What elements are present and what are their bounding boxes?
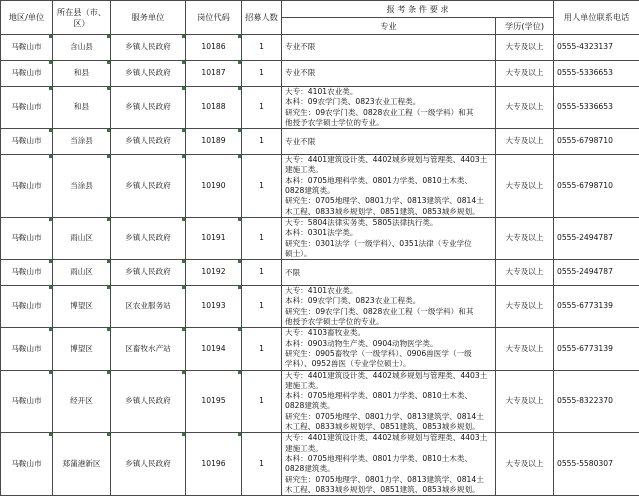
major-line: 本科：0705地理科学类、0801力学类、0810土木类、: [285, 391, 495, 401]
region-cell: [1, 433, 53, 496]
recruit-count-cell: [242, 217, 282, 259]
header-post-code: 岗位代码: [186, 1, 242, 35]
major-line: 研究生：0905畜牧学（一级学科）、0906兽医学（一级: [285, 349, 495, 359]
post-code-cell: [186, 217, 242, 259]
major-cell: [282, 35, 496, 61]
education-cell-text: 大专及以上: [506, 396, 544, 405]
education-cell: [496, 155, 554, 218]
phone-cell: [554, 433, 639, 496]
recruit-count-cell: [242, 286, 282, 328]
header-region: 地区/单位: [1, 1, 53, 35]
major-line: 本科：09农学门类、0823农业工程类。: [285, 97, 495, 107]
education-cell-text: 大专及以上: [506, 68, 544, 77]
major-line: 大专：4401建筑设计类、4402城乡规划与管理类、4403土: [285, 155, 495, 165]
recruit-count-cell: [242, 433, 282, 496]
post-code-cell-text: 10189: [201, 136, 225, 145]
major-cell: [282, 155, 496, 218]
region-cell-text: 马鞍山市: [11, 136, 41, 145]
table-row: [1, 155, 639, 218]
service-unit-cell-text: 乡镇人民政府: [125, 42, 171, 51]
post-code-cell-text: 10196: [201, 459, 225, 468]
header-requirements: 报 考 条 件 要 求: [282, 1, 554, 18]
education-cell-text: 大专及以上: [506, 136, 544, 145]
recruit-count-cell: [242, 260, 282, 286]
post-code-cell-text: 10193: [201, 301, 225, 310]
table-row: [1, 61, 639, 87]
region-cell-text: 马鞍山市: [11, 181, 41, 190]
major-line: 大专：5804法律实务类、5805法律执行类。: [285, 218, 495, 228]
cell-corner-marker: [238, 87, 241, 90]
recruit-count-cell: [242, 155, 282, 218]
service-unit-cell: [111, 370, 186, 433]
region-cell: [1, 155, 53, 218]
post-code-cell-text: 10194: [201, 344, 225, 353]
post-code-cell-text: 10188: [201, 102, 225, 111]
cell-corner-marker: [238, 260, 241, 263]
county-cell-text: 和县: [74, 102, 89, 111]
table-row: [1, 129, 639, 155]
phone-cell-text: 0555-6773139: [557, 344, 613, 353]
county-cell: [53, 155, 111, 218]
region-cell-text: 马鞍山市: [11, 68, 41, 77]
cell-corner-marker: [238, 35, 241, 38]
cell-corner-marker: [238, 218, 241, 221]
county-cell: [53, 61, 111, 87]
recruit-count-cell-text: 1: [259, 68, 264, 77]
recruit-count-cell-text: 1: [259, 301, 264, 310]
recruit-count-cell: [242, 370, 282, 433]
phone-cell-text: 0555-5336653: [557, 102, 613, 111]
major-cell: [282, 433, 496, 496]
major-line: 建施工类。: [285, 381, 495, 391]
recruit-count-cell-text: 1: [259, 396, 264, 405]
table-row: [1, 433, 639, 496]
region-cell-text: 马鞍山市: [11, 301, 41, 310]
education-cell-text: 大专及以上: [506, 233, 544, 242]
major-line: 大专：4401建筑设计类、4402城乡规划与管理类、4403土: [285, 433, 495, 443]
major-line: 研究生：09农学门类、0828农业工程（一级学科）和其: [285, 307, 495, 317]
county-cell-text: 含山县: [70, 42, 93, 51]
education-cell: [496, 129, 554, 155]
major-line: 本科：0301法学类。: [285, 228, 495, 238]
major-line: 0828建筑类。: [285, 186, 495, 196]
major-line: 大专：4101农业类。: [285, 87, 495, 97]
service-unit-cell: [111, 217, 186, 259]
education-cell-text: 大专及以上: [506, 459, 544, 468]
major-line: 大专：4101农业类。: [285, 286, 495, 296]
county-cell-text: 郑蒲港新区: [63, 459, 101, 468]
region-cell: [1, 286, 53, 328]
phone-cell-text: 0555-6798710: [557, 136, 613, 145]
education-cell: [496, 370, 554, 433]
county-cell: [53, 328, 111, 370]
table-row: [1, 260, 639, 286]
service-unit-cell: [111, 328, 186, 370]
education-cell: [496, 328, 554, 370]
post-code-cell-text: 10192: [201, 267, 225, 276]
major-cell: [282, 87, 496, 129]
cell-corner-marker: [238, 433, 241, 436]
phone-cell: [554, 129, 639, 155]
county-cell-text: 雨山区: [70, 267, 93, 276]
major-line: 木工程、0833城乡规划学、0851建筑、0853城乡规划。: [285, 422, 495, 432]
service-unit-cell-text: 区畜牧水产站: [125, 344, 171, 353]
major-line: 研究生：0705地理学、0801力学、0813建筑学、0814土: [285, 475, 495, 485]
phone-cell: [554, 61, 639, 87]
county-cell-text: 当涂县: [70, 136, 93, 145]
phone-cell: [554, 155, 639, 218]
education-cell: [496, 61, 554, 87]
region-cell-text: 马鞍山市: [11, 344, 41, 353]
header-education: 学历(学位): [496, 18, 554, 35]
major-line: 本科：0705地理科学类、0801力学类、0810土木类、: [285, 176, 495, 186]
county-cell-text: 经开区: [70, 396, 93, 405]
county-cell: [53, 217, 111, 259]
phone-cell-text: 0555-6798710: [557, 181, 613, 190]
county-cell-text: 博望区: [70, 301, 93, 310]
major-line: 0828建筑类。: [285, 464, 495, 474]
region-cell-text: 马鞍山市: [11, 102, 41, 111]
cell-corner-marker: [238, 328, 241, 331]
major-cell: [282, 260, 496, 286]
phone-cell-text: 0555-8322370: [557, 396, 613, 405]
phone-cell-text: 0555-5336653: [557, 68, 613, 77]
major-line: 他授予农学硕士学位的专业。: [285, 118, 495, 128]
region-cell: [1, 35, 53, 61]
major-line: 他授予农学硕士学位的专业。: [285, 317, 495, 327]
phone-cell: [554, 260, 639, 286]
education-cell-text: 大专及以上: [506, 181, 544, 190]
service-unit-cell-text: 乡镇人民政府: [125, 396, 171, 405]
region-cell: [1, 260, 53, 286]
major-line: 不限: [285, 268, 495, 278]
major-line: 大专：4103畜牧业类。: [285, 328, 495, 338]
table-row: [1, 87, 639, 129]
major-line: 本科：0903动物生产类、0904动物医学类。: [285, 339, 495, 349]
phone-cell-text: 0555-4323137: [557, 42, 613, 51]
cell-corner-marker: [238, 286, 241, 289]
phone-cell-text: 0555-2494787: [557, 233, 613, 242]
post-code-cell: [186, 61, 242, 87]
service-unit-cell: [111, 433, 186, 496]
major-line: 研究生：0301法学（一级学科）、0351法律（专业学位: [285, 239, 495, 249]
major-line: 专业不限: [285, 137, 495, 147]
region-cell: [1, 61, 53, 87]
major-line: 研究生：09农学门类、0828农业工程（一级学科）和其: [285, 108, 495, 118]
county-cell-text: 当涂县: [70, 181, 93, 190]
recruit-count-cell-text: 1: [259, 459, 264, 468]
recruit-count-cell: [242, 328, 282, 370]
major-line: 建施工类。: [285, 165, 495, 175]
post-code-cell: [186, 433, 242, 496]
service-unit-cell: [111, 61, 186, 87]
region-cell: [1, 328, 53, 370]
education-cell-text: 大专及以上: [506, 102, 544, 111]
major-line: 专业不限: [285, 68, 495, 78]
post-code-cell: [186, 370, 242, 433]
service-unit-cell: [111, 286, 186, 328]
post-code-cell: [186, 129, 242, 155]
major-line: 研究生：0705地理学、0801力学、0813建筑学、0814土: [285, 196, 495, 206]
phone-cell: [554, 217, 639, 259]
table-row: [1, 370, 639, 433]
service-unit-cell-text: 乡镇人民政府: [125, 68, 171, 77]
header-recruit-count: 招募人数: [242, 1, 282, 35]
service-unit-cell-text: 乡镇人民政府: [125, 102, 171, 111]
county-cell: [53, 87, 111, 129]
major-cell: [282, 129, 496, 155]
table-row: [1, 217, 639, 259]
education-cell: [496, 217, 554, 259]
service-unit-cell-text: 乡镇人民政府: [125, 136, 171, 145]
cell-corner-marker: [238, 155, 241, 158]
post-code-cell: [186, 155, 242, 218]
major-line: 本科：09农学门类、0823农业工程类。: [285, 296, 495, 306]
post-code-cell: [186, 87, 242, 129]
major-cell: [282, 328, 496, 370]
header-phone: 用人单位联系电话: [554, 1, 639, 35]
phone-cell: [554, 370, 639, 433]
major-line: 硕士）。: [285, 249, 495, 259]
phone-cell-text: 0555-2494787: [557, 267, 613, 276]
post-code-cell: [186, 286, 242, 328]
recruit-count-cell-text: 1: [259, 136, 264, 145]
education-cell-text: 大专及以上: [506, 301, 544, 310]
recruit-count-cell: [242, 87, 282, 129]
county-cell-text: 博望区: [70, 344, 93, 353]
region-cell: [1, 129, 53, 155]
education-cell: [496, 286, 554, 328]
county-cell: [53, 370, 111, 433]
education-cell: [496, 260, 554, 286]
region-cell-text: 马鞍山市: [11, 459, 41, 468]
table-row: [1, 35, 639, 61]
cell-corner-marker: [238, 371, 241, 374]
education-cell-text: 大专及以上: [506, 267, 544, 276]
county-cell-text: 雨山区: [70, 233, 93, 242]
recruit-count-cell: [242, 61, 282, 87]
recruit-count-cell-text: 1: [259, 267, 264, 276]
service-unit-cell: [111, 87, 186, 129]
table-row: [1, 286, 639, 328]
service-unit-cell: [111, 129, 186, 155]
post-code-cell-text: 10186: [201, 42, 225, 51]
phone-cell-text: 0555-6773139: [557, 301, 613, 310]
service-unit-cell: [111, 35, 186, 61]
phone-cell: [554, 35, 639, 61]
post-code-cell: [186, 35, 242, 61]
major-cell: [282, 286, 496, 328]
major-line: 本科：0705地理科学类、0801力学类、0810土木类、: [285, 454, 495, 464]
major-line: 专业不限: [285, 42, 495, 52]
major-line: 木工程、0833城乡规划学、0851建筑、0853城乡规划。: [285, 207, 495, 217]
major-cell: [282, 217, 496, 259]
education-cell-text: 大专及以上: [506, 42, 544, 51]
header-service-unit: 服务单位: [111, 1, 186, 35]
county-cell: [53, 260, 111, 286]
post-code-cell: [186, 260, 242, 286]
header-county: 所在县（市、区）: [53, 1, 111, 35]
county-cell: [53, 35, 111, 61]
major-line: 大专：4401建筑设计类、4402城乡规划与管理类、4403土: [285, 371, 495, 381]
major-line: 木工程、0833城乡规划学、0851建筑、0853城乡规划。: [285, 485, 495, 495]
phone-cell-text: 0555-5580307: [557, 459, 613, 468]
county-cell: [53, 433, 111, 496]
county-cell-text: 和县: [74, 68, 89, 77]
service-unit-cell-text: 乡镇人民政府: [125, 181, 171, 190]
cell-corner-marker: [238, 129, 241, 132]
major-cell: [282, 61, 496, 87]
region-cell-text: 马鞍山市: [11, 233, 41, 242]
recruit-count-cell-text: 1: [259, 344, 264, 353]
region-cell: [1, 370, 53, 433]
recruit-count-cell-text: 1: [259, 181, 264, 190]
phone-cell: [554, 328, 639, 370]
service-unit-cell-text: 乡镇人民政府: [125, 459, 171, 468]
cell-corner-marker: [238, 61, 241, 64]
major-cell: [282, 370, 496, 433]
major-line: 0828建筑类。: [285, 401, 495, 411]
recruit-count-cell: [242, 129, 282, 155]
recruit-count-cell: [242, 35, 282, 61]
education-cell: [496, 433, 554, 496]
phone-cell: [554, 286, 639, 328]
education-cell: [496, 87, 554, 129]
region-cell: [1, 217, 53, 259]
phone-cell: [554, 87, 639, 129]
region-cell-text: 马鞍山市: [11, 267, 41, 276]
major-line: 学科）、0952兽医（专业学位硕士）。: [285, 359, 495, 369]
header-major: 专业: [282, 18, 496, 35]
region-cell-text: 马鞍山市: [11, 396, 41, 405]
service-unit-cell: [111, 155, 186, 218]
major-line: 研究生：0705地理学、0801力学、0813建筑学、0814土: [285, 412, 495, 422]
recruit-count-cell-text: 1: [259, 233, 264, 242]
recruit-count-cell-text: 1: [259, 102, 264, 111]
service-unit-cell-text: 乡镇人民政府: [125, 233, 171, 242]
post-code-cell-text: 10195: [201, 396, 225, 405]
county-cell: [53, 129, 111, 155]
education-cell: [496, 35, 554, 61]
recruit-count-cell-text: 1: [259, 42, 264, 51]
region-cell: [1, 87, 53, 129]
post-code-cell-text: 10191: [201, 233, 225, 242]
post-code-cell-text: 10187: [201, 68, 225, 77]
region-cell-text: 马鞍山市: [11, 42, 41, 51]
county-cell: [53, 286, 111, 328]
major-line: 建施工类。: [285, 444, 495, 454]
table-row: [1, 328, 639, 370]
education-cell-text: 大专及以上: [506, 344, 544, 353]
post-code-cell: [186, 328, 242, 370]
service-unit-cell: [111, 260, 186, 286]
service-unit-cell-text: 区农业服务站: [125, 301, 171, 310]
service-unit-cell-text: 乡镇人民政府: [125, 267, 171, 276]
post-code-cell-text: 10190: [201, 181, 225, 190]
